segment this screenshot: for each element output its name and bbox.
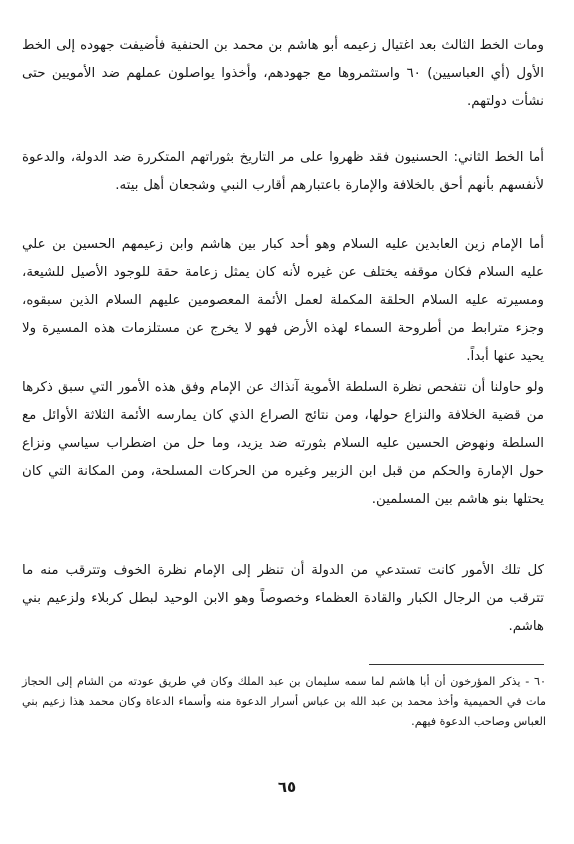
body-paragraph-4: ولو حاولنا أن نتفحص نظرة السلطة الأموية آنذاك عن الإمام وفق هذه الأمور التي سبق ذكرها من قضية الخلافة والنزاع حولها، ومن نتائج الصراع الذي كان يمارسه الأئمة الثلاثة الأوائل مع السلطة ونهوض الحسين عليه السلام بثورته ضد يزيد، وما حل من اضطراب سياسي ونزاع حول الإمارة والحكم من قبل ابن الزبير وغيره من الحركات المسلحة، ومن المكانة التي كان يحتلها بنو هاشم بين المسلمين.: [22, 380, 544, 507]
body-paragraph-2: أما الخط الثاني: الحسنيون فقد ظهروا على مر التاريخ بثوراتهم المتكررة ضد الدولة، والدعوة لأنفسهم بأنهم أحق بالخلافة والإمارة باعتبارهم أقارب النبي وشجعان أهل بيته.: [22, 150, 544, 193]
body-paragraph-3: أما الإمام زين العابدين عليه السلام وهو أحد كبار بين هاشم وابن زعيمهم الحسين بن علي عليه السلام فكان موقفه يختلف عن غيره لأنه كان يمثل زعامة حقة للوجود الأصيل للشيعة، ومسيرته عليه السلام الحلقة المكملة لعمل الأئمة المعصومين عليهم السلام الذين سبقوه، وجزء مترابط من أطروحة السماء لهذه الأرض فهو لا يخرج عن مستلزمات هذه المسيرة ولا يحيد عنها أبداً.: [22, 237, 544, 364]
body-paragraph-1: ومات الخط الثالث بعد اغتيال زعيمه أبو هاشم بن محمد بن الحنفية فأضيفت جهوده إلى الخط الأول (أي العباسيين) ٦٠ واستثمروها مع جهودهم، وأخذوا يواصلون عملهم ضد الأمويين حتى نشأت دولتهم.: [22, 38, 544, 109]
footnote: ٦٠ - يذكر المؤرخون أن أبا هاشم لما سمه سليمان بن عبد الملك وكان في طريق عودته من الشام إلى الحجاز مات في الحميمية وأخذ محمد بن عبد الله بن عباس أسرار الدعوة منه وأسماء الدعاة وكان محمد هذا زعيم بني العباس وصاحب الدعوة فيهم.: [22, 675, 546, 728]
book-page: [22, 22, 552, 822]
page-number: ٦٥: [277, 778, 297, 796]
body-paragraph-5: كل تلك الأمور كانت تستدعي من الدولة أن تنظر إلى الإمام نظرة الخوف وتترقب منه ما تترقب من الرجال الكبار والقادة العظماء وخصوصاً وهو الابن الوحيد لبطل كربلاء ولزعيم بني هاشم.: [22, 563, 544, 634]
footnote-divider: [369, 664, 544, 665]
